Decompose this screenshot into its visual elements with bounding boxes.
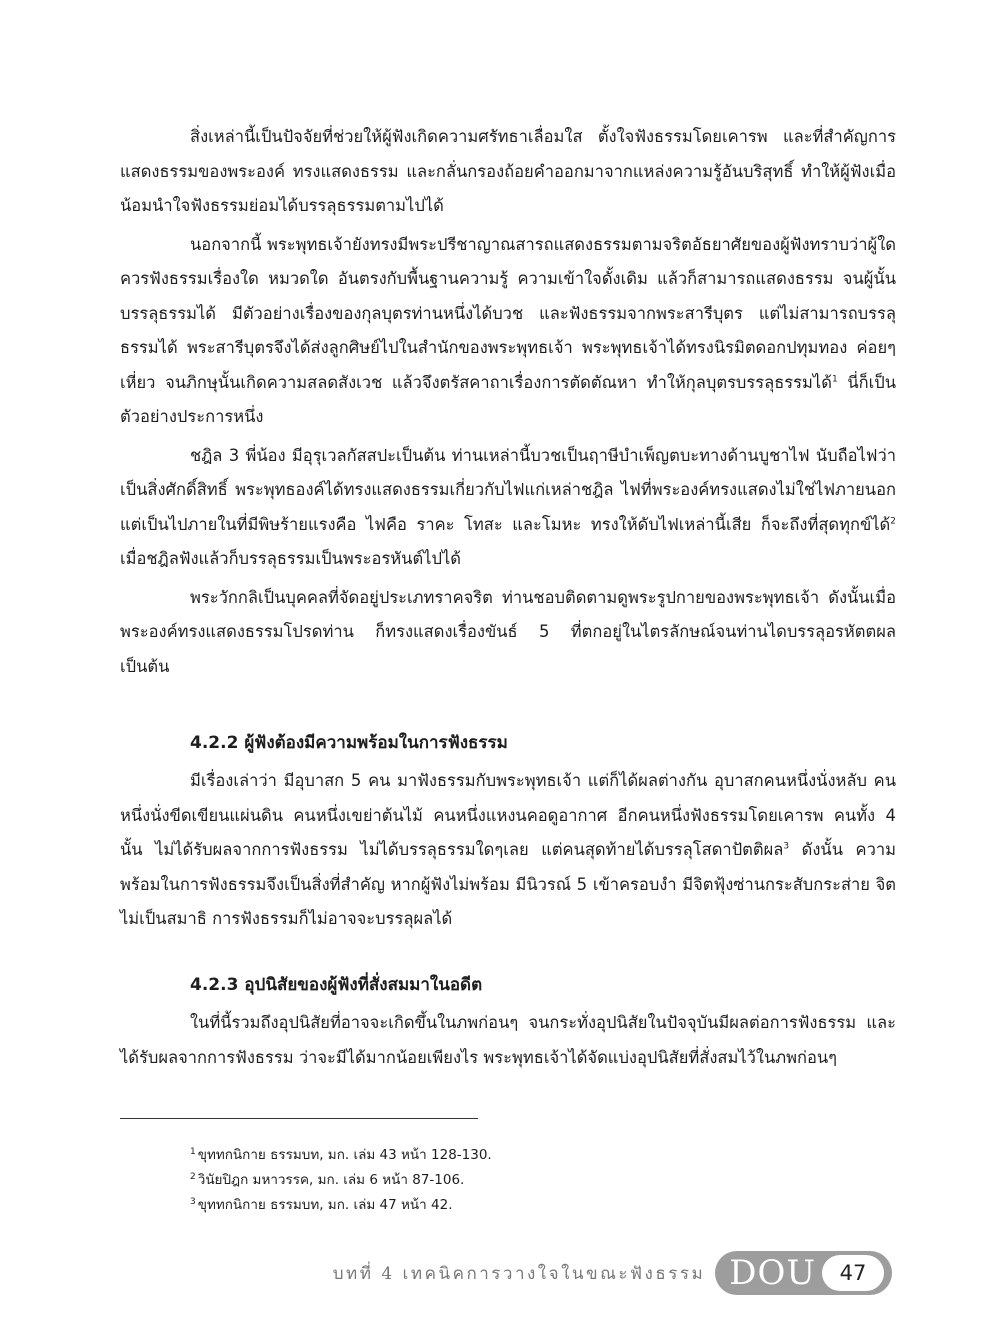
- paragraph-text: เมื่อชฎิลฟังแล้วก็บรรลุธรรมเป็นพระอรหันต์ไปได้: [120, 549, 461, 568]
- footnote: [190, 1168, 790, 1193]
- footnote: [190, 1193, 790, 1218]
- section-4-2-2: [120, 728, 896, 937]
- footnote-ref: 2: [890, 516, 896, 526]
- paragraph-text: ชฎิล 3 พี่น้อง มีอุรุเวลกัสสปะเป็นต้น ท่านเหล่านี้บวชเป็นฤาษีบำเพ็ญตบะทางด้านบูชาไฟ นับถือไฟว่าเป็นสิ่งศักดิ์สิทธิ์ พระพุทธองค์ได้ทรงแสดงธรรมเกี่ยวกับไฟแก่เหล่าชฎิล ไฟที่พระองค์ทรงแสดงไม่ใช่ไฟภายนอก แต่เป็นไปภายในที่มีพิษร้ายแรงคือ ไฟคือ ราคะ โทสะ และโมหะ ทรงให้ดับไฟเหล่านี้เสีย ก็จะถึงที่สุดทุกข์ได้: [120, 445, 896, 534]
- page-number: 47: [822, 1255, 884, 1291]
- footnote-divider: [120, 1118, 478, 1119]
- paragraph: ในที่นี้รวมถึงอุปนิสัยที่อาจจะเกิดขึ้นในภพก่อนๆ จนกระทั่งอุปนิสัยในปัจจุบันมีผลต่อการฟังธรรม และได้รับผลจากการฟังธรรม ว่าจะมีได้มากน้อยเพียงไร พระพุทธเจ้าได้จัดแบ่งอุปนิสัยที่สั่งสมไว้ในภพก่อนๆ: [120, 1013, 896, 1067]
- paragraph: สิ่งเหล่านี้เป็นปัจจัยที่ช่วยให้ผู้ฟังเกิดความศรัทธาเลื่อมใส ตั้งใจฟังธรรมโดยเคารพ และที่สำคัญการแสดงธรรมของพระองค์ ทรงแสดงธรรม และกลั่นกรองถ้อยคำออกมาจากแหล่งความรู้อันบริสุทธิ์ ทำให้ผู้ฟังเมื่อน้อมนำใจฟังธรรมย่อมได้บรรลุธรรมตามไปได้: [120, 127, 896, 215]
- footnote-text: ขุททกนิกาย ธรรมบท, มก. เล่ม 43 หน้า 128-130.: [197, 1147, 492, 1163]
- paragraph-text: นี่ก็เป็นตัวอย่างประการหนึ่ง: [120, 372, 896, 426]
- footnote-number: 3: [190, 1196, 196, 1207]
- chapter-title: บทที่ 4 เทคนิคการวางใจในขณะฟังธรรม: [332, 1263, 706, 1284]
- footnote-text: ขุททกนิกาย ธรรมบท, มก. เล่ม 47 หน้า 42.: [197, 1197, 453, 1213]
- footnote-ref: 1: [831, 374, 838, 384]
- paragraph-text: นอกจากนี้ พระพุทธเจ้ายังทรงมีพระปรีชาญาณสารถแสดงธรรมตามจริตอัธยาศัยของผู้ฟังทราบว่าผู้ใดควรฟังธรรมเรื่องใด หมวดใด อันตรงกับพื้นฐานความรู้ ความเข้าใจดั้งเดิม แล้วก็สามารถแสดงธรรม จนผู้นั้นบรรลุธรรมได้ มีตัวอย่างเรื่องของกุลบุตรท่านหนึ่งได้บวช และฟังธรรมจากพระสารีบุตร แต่ไม่สามารถบรรลุธรรมได้ พระสารีบุตรจึงได้ส่งลูกศิษย์ไปในสำนักของพระพุทธเจ้า พระพุทธเจ้าได้ทรงนิรมิตดอกปทุมทอง ค่อยๆ เหี่ยว จนภิกษุนั้นเกิดความสลดสังเวช แล้วจึงตรัสคาถาเรื่องการตัดตัณหา ทำให้กุลบุตรบรรลุธรรมได้: [120, 234, 896, 392]
- footnote-number: 2: [190, 1171, 196, 1182]
- paragraph: [120, 764, 896, 937]
- footnotes: [190, 1143, 790, 1218]
- dou-badge: [715, 1251, 892, 1295]
- paragraph-text: ดังนั้น ความพร้อมในการฟังธรรมจึงเป็นสิ่งที่สำคัญ หากผู้ฟังไม่พร้อม มีนิวรณ์ 5 เข้าครอบงำ มีจิตฟุ้งซ่านกระสับกระส่าย จิตไม่เป็นสมาธิ การฟังธรรมก็ไม่อาจจะบรรลุผลได้: [120, 840, 896, 928]
- paragraph: [120, 439, 896, 577]
- paragraph-text: มีเรื่องเล่าว่า มีอุบาสก 5 คน มาฟังธรรมกับพระพุทธเจ้า แต่ก็ได้ผลต่างกัน อุบาสกคนหนึ่งนั่งหลับ คนหนึ่งนั่งขีดเขียนแผ่นดิน คนหนึ่งเขย่าต้นไม้ คนหนึ่งแหงนคอดูอากาศ อีกคนหนึ่งฟังธรรมโดยเคารพ คนทั้ง 4 นั้น ไม่ได้รับผลจากการฟังธรรม ไม่ได้บรรลุธรรมใดๆเลย แต่คนสุดท้ายได้บรรลุโสดาปัตติผล: [120, 771, 896, 859]
- footnote: [190, 1143, 790, 1168]
- dou-logo: DOU: [729, 1253, 816, 1293]
- page-footer: [333, 1251, 892, 1295]
- footnote-ref: 3: [783, 841, 790, 852]
- footnote-text: วินัยปิฎก มหาวรรค, มก. เล่ม 6 หน้า 87-106.: [197, 1172, 465, 1188]
- paragraph: พระวักกลิเป็นบุคคลที่จัดอยู่ประเภทราคจริต ท่านชอบติดตามดูพระรูปกายของพระพุทธเจ้า ดังนั้นเมื่อพระองค์ทรงแสดงธรรมโปรดท่าน ก็ทรงแสดงเรื่องขันธ์ 5 ที่ตกอยู่ในไตรลักษณ์จนท่านไดบรรลุอรหัตตผล เป็นต้น: [120, 587, 896, 676]
- section-heading: 4.2.3 อุปนิสัยของผู้ฟังที่สั่งสมมาในอดีต: [190, 975, 483, 995]
- section-heading: 4.2.2 ผู้ฟังต้องมีความพร้อมในการฟังธรรม: [190, 733, 508, 753]
- section-4-2-3: [120, 970, 896, 1075]
- body-top: [120, 120, 896, 684]
- paragraph: [120, 228, 896, 435]
- footnote-number: 1: [190, 1146, 196, 1157]
